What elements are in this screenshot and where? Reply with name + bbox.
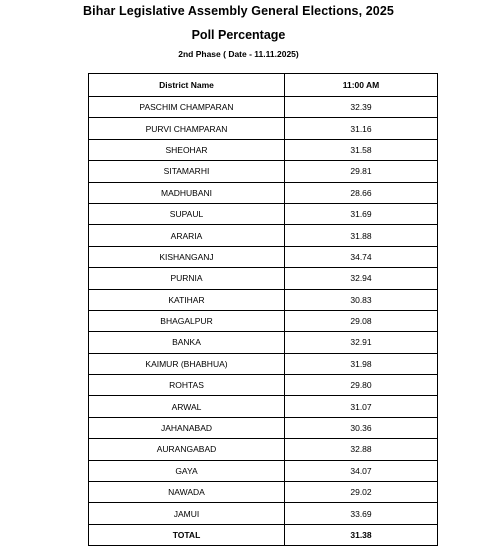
district-name-cell: JAHANABAD xyxy=(89,417,285,438)
total-label: TOTAL xyxy=(89,524,285,545)
document-title: Bihar Legislative Assembly General Elections, 2025 xyxy=(83,4,394,18)
table-row xyxy=(89,118,438,139)
district-name-cell: AURANGABAD xyxy=(89,439,285,460)
header-district-name: District Name xyxy=(89,74,285,97)
poll-percentage-cell: 32.88 xyxy=(285,439,438,460)
phase-date-line: 2nd Phase ( Date - 11.11.2025) xyxy=(178,49,299,59)
header-time: 11:00 AM xyxy=(285,74,438,97)
poll-percentage-cell: 31.88 xyxy=(285,225,438,246)
district-name-cell: JAMUI xyxy=(89,503,285,524)
table-row xyxy=(89,332,438,353)
poll-percentage-cell: 32.91 xyxy=(285,332,438,353)
poll-percentage-cell: 31.07 xyxy=(285,396,438,417)
poll-percentage-cell: 29.81 xyxy=(285,161,438,182)
poll-percentage-cell: 29.02 xyxy=(285,482,438,503)
district-name-cell: ARARIA xyxy=(89,225,285,246)
table-row xyxy=(89,203,438,224)
district-name-cell: GAYA xyxy=(89,460,285,481)
district-name-cell: SUPAUL xyxy=(89,203,285,224)
district-name-cell: SITAMARHI xyxy=(89,161,285,182)
district-name-cell: BHAGALPUR xyxy=(89,310,285,331)
table-row xyxy=(89,375,438,396)
table-row xyxy=(89,139,438,160)
poll-percentage-cell: 32.39 xyxy=(285,97,438,118)
table-header-row xyxy=(89,74,438,97)
district-name-cell: PURVI CHAMPARAN xyxy=(89,118,285,139)
table-row xyxy=(89,460,438,481)
table-body xyxy=(89,97,438,546)
document-subtitle: Poll Percentage xyxy=(191,28,286,42)
poll-percentage-cell: 31.16 xyxy=(285,118,438,139)
poll-percentage-table xyxy=(88,73,438,546)
table-row xyxy=(89,482,438,503)
table-row xyxy=(89,439,438,460)
poll-percentage-cell: 31.98 xyxy=(285,353,438,374)
table-row xyxy=(89,310,438,331)
table-row xyxy=(89,161,438,182)
total-value: 31.38 xyxy=(285,524,438,545)
district-name-cell: KAIMUR (BHABHUA) xyxy=(89,353,285,374)
district-name-cell: NAWADA xyxy=(89,482,285,503)
poll-percentage-cell: 30.83 xyxy=(285,289,438,310)
district-name-cell: KATIHAR xyxy=(89,289,285,310)
poll-percentage-cell: 31.58 xyxy=(285,139,438,160)
total-row xyxy=(89,524,438,545)
poll-percentage-cell: 29.08 xyxy=(285,310,438,331)
table-row xyxy=(89,503,438,524)
poll-percentage-cell: 30.36 xyxy=(285,417,438,438)
district-name-cell: MADHUBANI xyxy=(89,182,285,203)
table-row xyxy=(89,97,438,118)
poll-percentage-cell: 29.80 xyxy=(285,375,438,396)
table-row xyxy=(89,353,438,374)
table-row xyxy=(89,396,438,417)
district-name-cell: PASCHIM CHAMPARAN xyxy=(89,97,285,118)
table-row xyxy=(89,417,438,438)
table-row xyxy=(89,225,438,246)
poll-percentage-cell: 28.66 xyxy=(285,182,438,203)
poll-percentage-cell: 31.69 xyxy=(285,203,438,224)
table-row xyxy=(89,182,438,203)
poll-percentage-cell: 33.69 xyxy=(285,503,438,524)
district-name-cell: ARWAL xyxy=(89,396,285,417)
district-name-cell: ROHTAS xyxy=(89,375,285,396)
table-row xyxy=(89,289,438,310)
district-name-cell: KISHANGANJ xyxy=(89,246,285,267)
poll-percentage-cell: 34.07 xyxy=(285,460,438,481)
poll-percentage-cell: 34.74 xyxy=(285,246,438,267)
table-row xyxy=(89,246,438,267)
district-name-cell: SHEOHAR xyxy=(89,139,285,160)
table-row xyxy=(89,268,438,289)
poll-percentage-cell: 32.94 xyxy=(285,268,438,289)
district-name-cell: BANKA xyxy=(89,332,285,353)
district-name-cell: PURNIA xyxy=(89,268,285,289)
